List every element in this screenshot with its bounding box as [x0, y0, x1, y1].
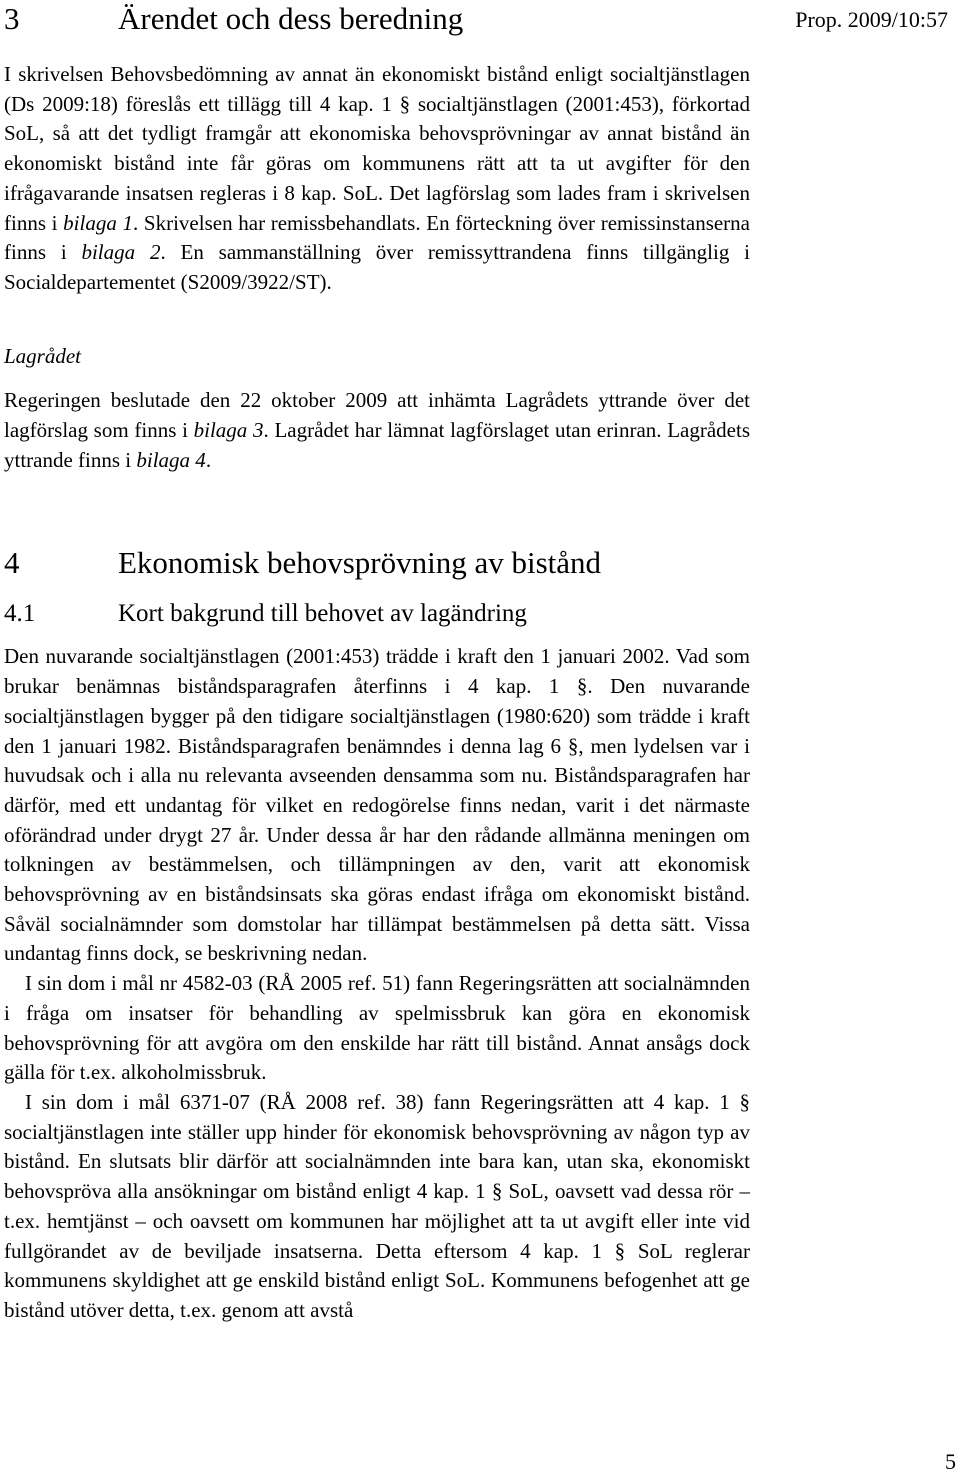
- section-4-number: 4: [4, 545, 20, 581]
- section-4-heading: [4, 544, 750, 582]
- section-4-1-paragraph-1: Den nuvarande socialtjänstlagen (2001:453) trädde i kraft den 1 januari 2002. Vad som brukar benämnas biståndsparagrafen återfinns i 4 kap. 1 §. Den nuvarande socialtjänstlagen bygger på den tidigare socialtjänstlagen (1980:620) som trädde i kraft den 1 januari 1982. Biståndsparagrafen benämndes i denna lag 6 §, men lydelsen var i huvudsak och i alla nu relevanta avseenden densamma som nu. Biståndsparagrafen har därför, med ett undantag för vilket en redogörelse finns nedan, varit i det närmaste oförändrad under drygt 27 år. Under dessa år har den rådande allmänna meningen om tolkningen av bestämmelsen, och tillämpningen av den, varit att ekonomisk behovsprövning av en biståndsinsats ska göras endast ifråga om ekonomiskt bistånd. Såväl socialnämnder som domstolar har tillämpat bestämmelsen på detta sätt. Vissa undantag finns dock, se beskrivning nedan.: [4, 644, 750, 966]
- section-3-paragraph-2: Regeringen beslutade den 22 oktober 2009 att inhämta Lagrådets yttrande över det lagförslag som finns i bilaga 3. Lagrådet har lämnat lagförslaget utan erinran. Lagrådets yttrande finns i bilaga 4.: [4, 388, 751, 472]
- lagradet-heading: Lagrådet: [4, 343, 82, 368]
- bilaga-1-ref: bilaga 1: [63, 210, 134, 235]
- section-4-1-title: Kort bakgrund till behovet av lagändring: [118, 600, 527, 628]
- section-3-paragraph-1: I skrivelsen Behovsbedömning av annat än ekonomiskt bistånd enligt socialtjänstlagen (Ds 2009:18) föreslås ett tillägg till 4 kap. 1 § socialtjänstlagen (2001:453), förkortad SoL, så att det tydligt framgår att ekonomiska behovsprövningar av annat bistånd än ekonomiskt bistånd inte får göras om kommunens rätt att ta ut avgifter för den ifrågavarande insatsen regleras i 8 kap. SoL. Det lagförslag som lades fram i skrivelsen finns i bilaga 1. Skrivelsen har remissbehandlats. En förteckning över remissinstanserna finns i bilaga 2. En sammanställning över remissyttrandena finns tillgänglig i Socialdepartementet (S2009/3922/ST).: [4, 62, 750, 294]
- section-3-heading: [4, 0, 750, 38]
- bilaga-3-ref: bilaga 3: [193, 418, 264, 443]
- section-4-1-number: 4.1: [4, 600, 36, 628]
- section-4-title: Ekonomisk behovsprövning av bistånd: [118, 545, 602, 581]
- section-3-title: Ärendet och dess beredning: [118, 1, 464, 36]
- section-4-1-paragraph-3: I sin dom i mål 6371-07 (RÅ 2008 ref. 38) fann Regeringsrätten att 4 kap. 1 § socialtjänstlagen inte ställer upp hinder för ekonomisk behovsprövning av någon typ av bistånd. En slutsats blir därför att socialnämnden inte bara kan, utan ska, ekonomiskt behovspröva alla ansökningar om bistånd enligt 4 kap. 1 § SoL, oavsett vad dessa rör – t.ex. hemtjänst – och oavsett om kommunen har möjlighet att ta ut avgift eller inte vid fullgörandet av de beviljade insatserna. Detta eftersom 4 kap. 1 § SoL reglerar kommunens skyldighet att ge enskild bistånd enligt SoL. Kommunens befogenhet att ge bistånd utöver detta, t.ex. genom att avstå: [4, 1089, 750, 1322]
- page-number: 5: [945, 1449, 956, 1474]
- proposition-reference: Prop. 2009/10:57: [795, 7, 948, 32]
- bilaga-4-ref: bilaga 4: [136, 447, 206, 472]
- section-4-1-heading: [4, 598, 750, 630]
- section-3-number: 3: [4, 1, 20, 36]
- text-column: [4, 0, 750, 1326]
- section-4-1-paragraph-2: I sin dom i mål nr 4582-03 (RÅ 2005 ref. 51) fann Regeringsrätten att socialnämnden i fråga om insatser för behandling av spelmissbruk kan göra en ekonomisk behovsprövning för att avgöra om den enskilde har rätt till bistånd. Annat ansågs dock gälla för t.ex. alkoholmissbruk.: [4, 971, 750, 1085]
- bilaga-2-ref: bilaga 2: [81, 240, 161, 265]
